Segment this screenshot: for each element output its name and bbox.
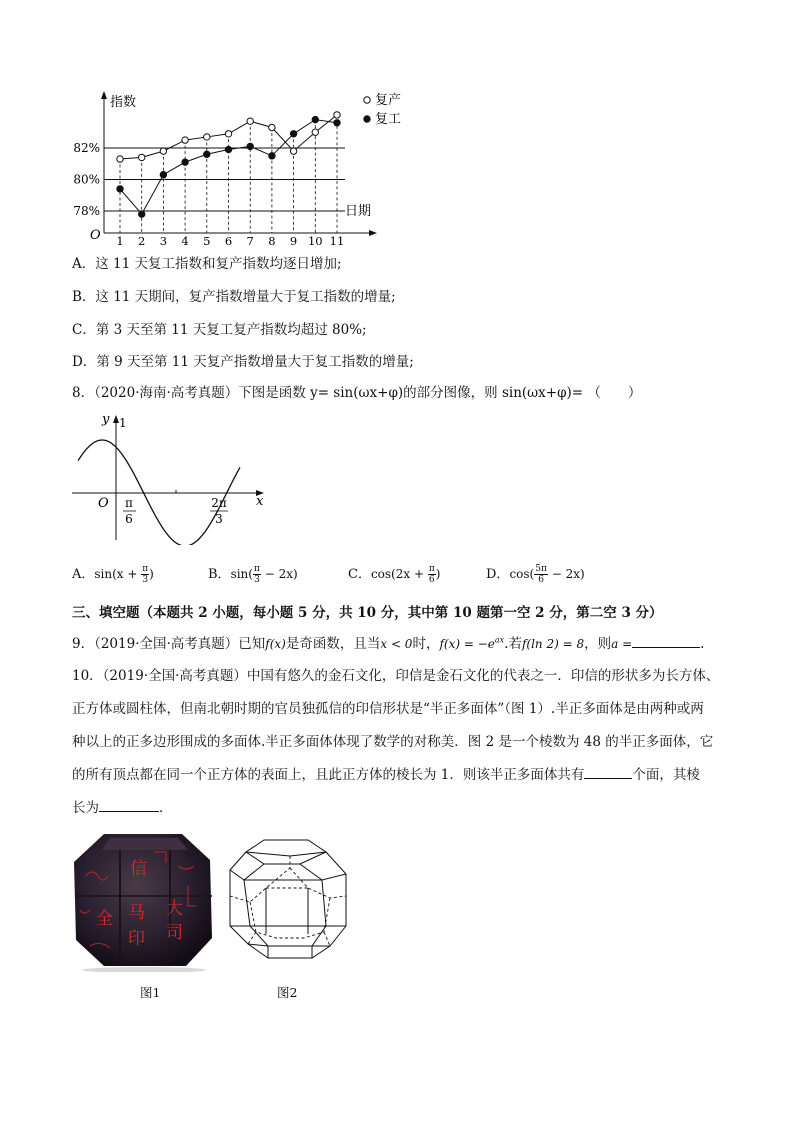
seal-char-4: 全: [96, 909, 113, 929]
q8-option-c-pre: cos(2x +: [370, 567, 428, 581]
q9-part6-sup: ax: [494, 635, 505, 645]
point-s2-5: [204, 151, 210, 157]
x-tick-label-11: 11: [329, 234, 345, 245]
point-s2-7: [247, 143, 253, 149]
q10-edge-blank[interactable]: [99, 799, 159, 812]
x-tick-label-1: 1: [116, 234, 124, 245]
q7-option-d[interactable]: D．第 9 天至第 11 天复产指数增量大于复工指数的增量;: [72, 354, 414, 370]
q8-option-b-pre: sin(: [230, 567, 253, 581]
sine-tick1-den: 6: [125, 512, 133, 526]
q7-option-c[interactable]: C．第 3 天至第 11 天复工复产指数均超过 80%;: [72, 322, 367, 338]
point-s1-4: [182, 137, 188, 143]
q9-part5: 时，: [412, 636, 440, 652]
point-s2-8: [269, 153, 275, 159]
figure1-seal-photo: [70, 826, 218, 972]
x-tick-label-5: 5: [203, 234, 211, 245]
q8-option-b-letter: B．: [208, 567, 231, 582]
sine-x-label: x: [256, 494, 264, 509]
point-s1-5: [204, 134, 210, 140]
q9-part7: .若: [504, 636, 522, 652]
sine-tick2-num: 2π: [211, 496, 227, 510]
q10-line2: 正方体或圆柱体，但南北朝时期的官员独孤信的印信形状是“半正多面体”（图 1）.半正多面体是由两种或两: [72, 701, 704, 717]
q8-option-a-pre: sin(x +: [94, 567, 142, 581]
point-s2-11: [334, 120, 340, 126]
q8-option-a[interactable]: [72, 563, 154, 585]
y-axis-label: 指数: [110, 95, 137, 110]
q10-line4: [72, 763, 700, 783]
index-line-chart: [60, 90, 430, 245]
figure2-caption: 图2: [277, 985, 298, 1000]
sine-one-label: 1: [119, 416, 127, 430]
point-s2-1: [117, 186, 123, 192]
point-s2-3: [160, 172, 166, 178]
q8-option-b-den: 3: [254, 575, 260, 585]
q9-part3: 是奇函数，且当: [285, 636, 381, 652]
figure2-polyhedron: [226, 834, 352, 964]
q8-option-a-den: 3: [142, 575, 149, 585]
x-tick-label-10: 10: [307, 234, 323, 245]
sine-tick2-den: 3: [215, 512, 223, 526]
q7-option-b[interactable]: B．这 11 天期间，复产指数增量大于复工指数的增量;: [72, 289, 396, 305]
q10-line5-text: 长为: [72, 800, 99, 816]
point-s1-6: [225, 131, 231, 137]
section3-title: 三、填空题（本题共 2 小题，每小题 5 分，共 10 分，其中第 10 题第一空 2 分，第二空 3 分）: [72, 605, 663, 621]
y-tick-label-2: 80%: [73, 172, 100, 187]
point-s1-9: [290, 148, 296, 154]
seal-char-1: 马: [128, 903, 145, 923]
x-axis-label: 日期: [345, 204, 372, 219]
q8-option-a-post: ): [149, 567, 154, 581]
q8-option-a-num: π: [142, 564, 149, 574]
q9-part2: f(x): [265, 637, 286, 651]
q8-option-d-pre: cos(: [509, 567, 535, 581]
q10-line1: 10．（2019·全国·高考真题）中国有悠久的金石文化，印信是金石文化的代表之一．印信的形状多为长方体、: [72, 668, 720, 684]
q8-option-b-num: π: [253, 564, 260, 574]
x-tick-label-6: 6: [224, 234, 233, 245]
q9-part9: ，则: [584, 636, 612, 652]
sine-graph: [66, 405, 276, 545]
x-tick-label-4: 4: [181, 234, 189, 245]
seal-top-face: [102, 838, 188, 850]
point-s1-2: [139, 154, 145, 160]
seal-char-2: 大: [166, 899, 183, 919]
origin-label: O: [90, 228, 101, 243]
sine-origin-label: O: [98, 496, 109, 511]
q9-part8: f(ln 2) = 8: [521, 637, 585, 651]
x-tick-label-7: 7: [246, 234, 254, 245]
q10-line3: 种以上的正多边形围成的多面体.半正多面体体现了数学的对称美．图 2 是一个棱数为 48 的半正多面体，它: [72, 734, 714, 750]
point-s2-10: [312, 116, 318, 122]
q9-part4: x < 0: [380, 637, 413, 651]
q8-option-d-post: − 2x): [547, 567, 585, 581]
q10-line5: [72, 796, 173, 816]
seal-char-5: 印: [128, 929, 145, 949]
x-tick-label-3: 3: [159, 234, 168, 245]
q9-part11: .: [700, 636, 705, 652]
q9-part6: f(x) = −e: [439, 637, 495, 651]
x-axis-arrow: [369, 230, 377, 236]
seal-char-6: 信: [130, 859, 147, 879]
point-s1-7: [247, 118, 253, 124]
x-tick-label-8: 8: [268, 234, 276, 245]
y-tick-label-1: 82%: [73, 140, 100, 155]
sine-tick1-num: π: [125, 496, 133, 510]
y-axis-arrow: [101, 91, 107, 99]
point-s1-3: [160, 148, 166, 154]
q8-option-c[interactable]: [348, 563, 440, 585]
point-s2-4: [182, 159, 188, 165]
point-s1-1: [117, 156, 123, 162]
legend-marker-1: [364, 97, 370, 103]
legend-label-2: 复工: [375, 112, 402, 127]
q8-option-c-letter: C．: [348, 567, 371, 582]
q8-option-d[interactable]: [486, 563, 585, 585]
q8-option-c-den: 6: [428, 575, 435, 585]
legend-marker-2: [364, 116, 370, 122]
q9-answer-blank[interactable]: [632, 635, 700, 648]
q8-option-a-letter: A．: [72, 567, 95, 582]
legend-label-1: 复产: [375, 93, 402, 108]
q8-stem: 8．（2020·海南·高考真题）下图是函数 y= sin(ωx+φ)的部分图像，则 sin(ωx+φ)= （ ）: [72, 385, 642, 401]
point-s1-10: [312, 129, 318, 135]
q8-option-c-post: ): [435, 567, 441, 581]
q9-stem: [72, 632, 704, 652]
q9-part1: 9．（2019·全国·高考真题）已知: [72, 636, 266, 652]
point-s2-6: [225, 146, 231, 152]
q8-option-d-den: 6: [538, 575, 544, 585]
y-tick-label-3: 78%: [73, 203, 100, 218]
point-s1-11: [334, 112, 340, 118]
seal-char-3: 司: [166, 923, 183, 943]
q10-line4-end: 个面，其棱: [632, 767, 700, 783]
q8-option-d-letter: D．: [486, 567, 510, 582]
q10-faces-blank[interactable]: [584, 766, 632, 779]
q8-option-d-num: 5π: [535, 564, 547, 574]
x-tick-label-2: 2: [138, 234, 146, 245]
q9-part10: a =: [611, 637, 633, 651]
q10-line4-text: 的所有顶点都在同一个正方体的表面上，且此正方体的棱长为 1．则该半正多面体共有: [72, 767, 585, 783]
q8-option-b[interactable]: [208, 563, 298, 585]
q10-line5-end: ．: [159, 800, 173, 816]
x-tick-label-9: 9: [289, 234, 298, 245]
figure1-caption: 图1: [140, 985, 161, 1000]
point-s2-2: [139, 211, 145, 217]
q7-option-a[interactable]: A．这 11 天复工指数和复产指数均逐日增加;: [72, 256, 342, 272]
q8-option-c-num: π: [428, 564, 435, 574]
sine-y-label: y: [102, 412, 110, 427]
point-s1-8: [269, 124, 275, 130]
point-s2-9: [290, 131, 296, 137]
q8-option-b-post: − 2x): [260, 567, 298, 581]
